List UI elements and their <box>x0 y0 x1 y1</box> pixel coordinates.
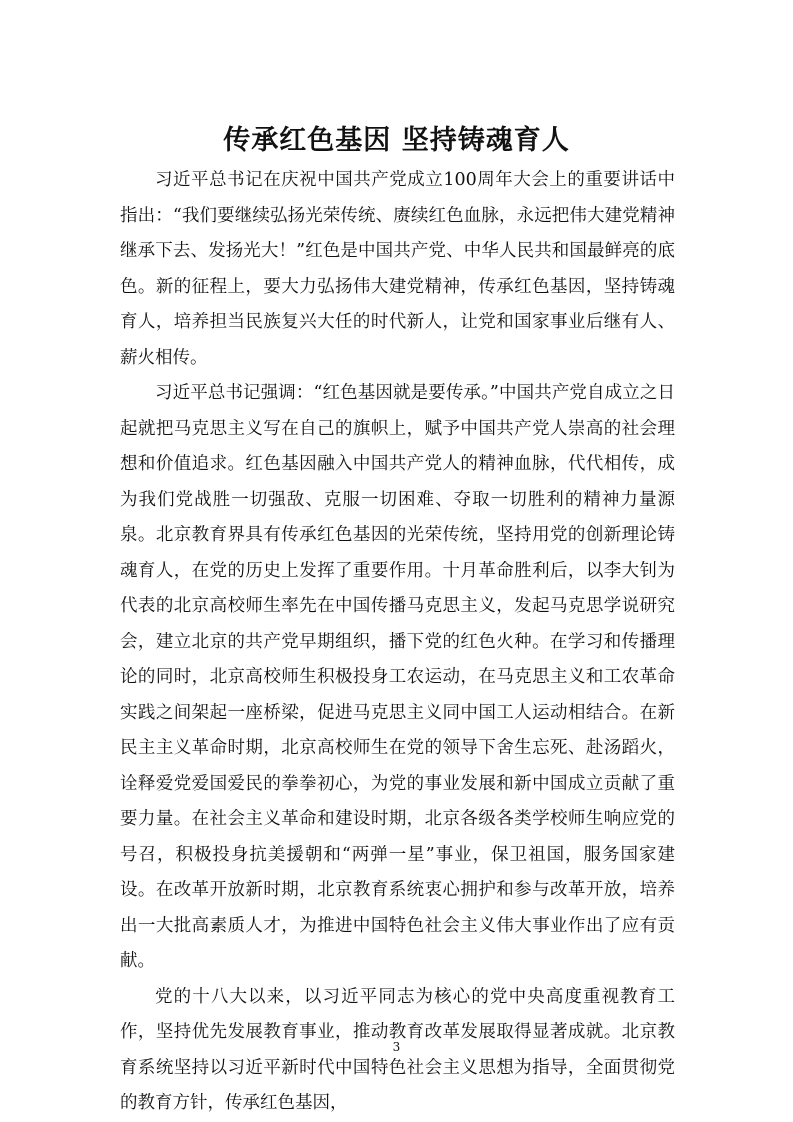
page-number: 3 <box>392 1040 401 1054</box>
paragraph-1: 习近平总书记在庆祝中国共产党成立100周年大会上的重要讲话中指出：“我们要继续弘扬光荣传统、赓续红色血脉，永远把伟大建党精神继承下去、发扬光大！”红色是中国共产党、中华人民共和国最鲜亮的底色。新的征程上，要大力弘扬伟大建党精神，传承红色基因，坚持铸魂育人，培养担当民族复兴大任的时代新人，让党和国家事业后继有人、薪火相传。 <box>120 170 675 368</box>
document-title: 传承红色基因 坚持铸魂育人 <box>223 125 570 157</box>
paragraph-3: 党的十八大以来，以习近平同志为核心的党中央高度重视教育工作，坚持优先发展教育事业，推动教育改革发展取得显著成就。北京教育系统坚持以习近平新时代中国特色社会主义思想为指导，全面贯彻党的教育方针，传承红色基因， <box>120 986 675 1113</box>
document-body <box>120 163 675 1122</box>
paragraph-2: 习近平总书记强调：“红色基因就是要传承。”中国共产党自成立之日起就把马克思主义写在自己的旗帜上，赋予中国共产党人崇高的社会理想和价值追求。红色基因融入中国共产党人的精神血脉，代代相传，成为我们党战胜一切强敌、克服一切困难、夺取一切胜利的精神力量源泉。北京教育界具有传承红色基因的光荣传统，坚持用党的创新理论铸魂育人，在党的历史上发挥了重要作用。十月革命胜利后，以李大钊为代表的北京高校师生率先在中国传播马克思主义，发起马克思学说研究会，建立北京的共产党早期组织，播下党的红色火种。在学习和传播理论的同时，北京高校师生积极投身工农运动，在马克思主义和工农革命实践之间架起一座桥梁，促进马克思主义同中国工人运动相结合。在新民主主义革命时期，北京高校师生在党的领导下舍生忘死、赴汤蹈火，诠释爱党爱国爱民的拳拳初心，为党的事业发展和新中国成立贡献了重要力量。在社会主义革命和建设时期，北京各级各类学校师生响应党的号召，积极投身抗美援朝和“两弹一星”事业，保卫祖国，服务国家建设。在改革开放新时期，北京教育系统衷心拥护和参与改革开放，培养出一大批高素质人才，为推进中国特色社会主义伟大事业作出了应有贡献。 <box>120 383 675 971</box>
